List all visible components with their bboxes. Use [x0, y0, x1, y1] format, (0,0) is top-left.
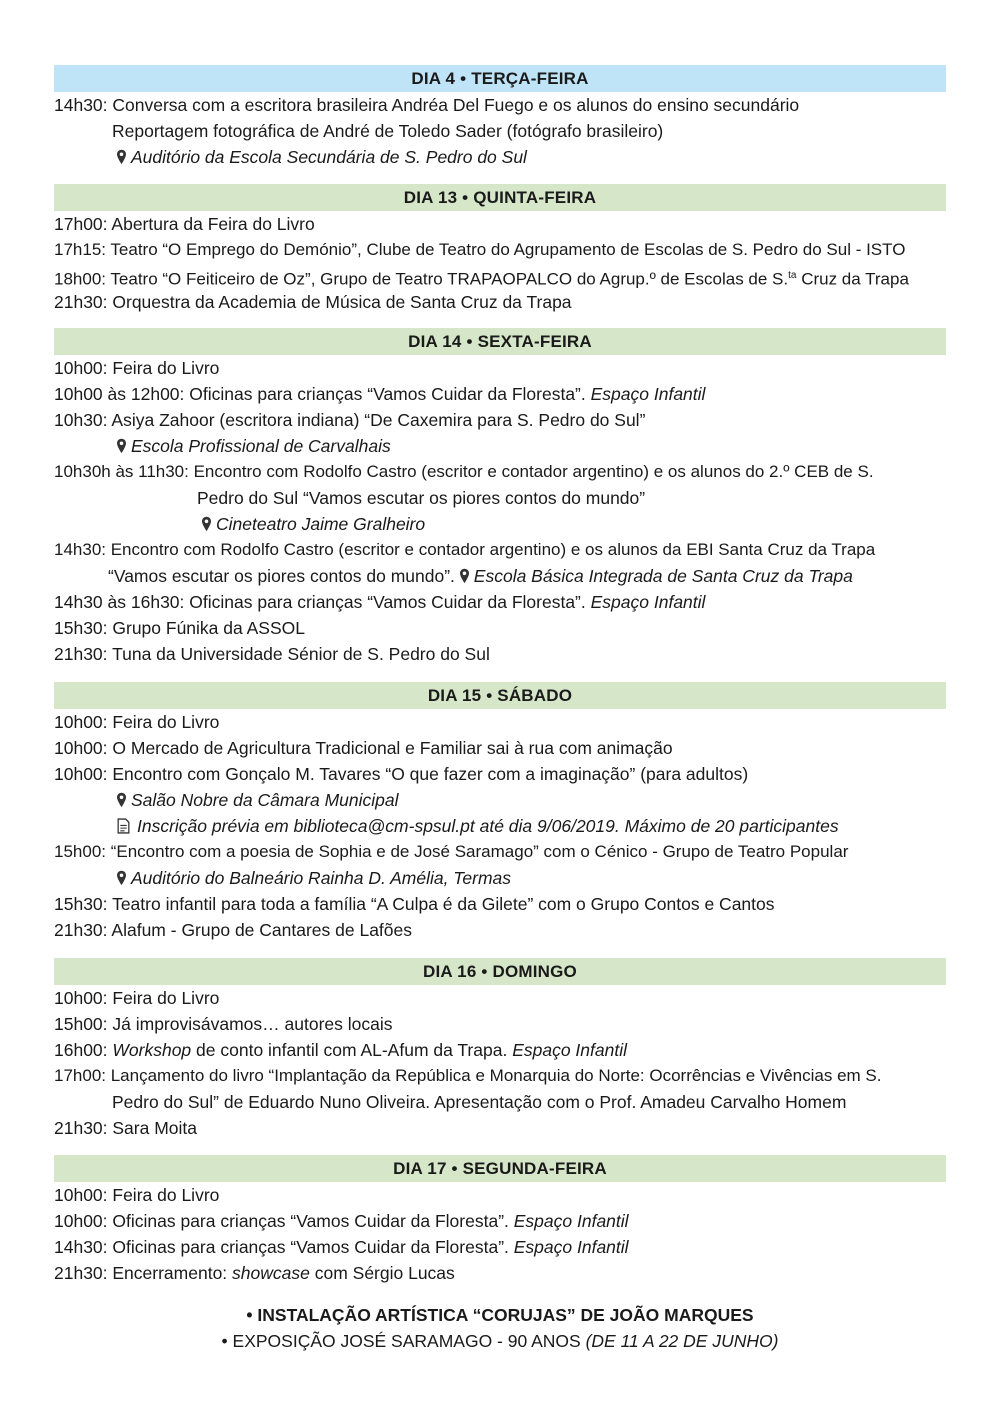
exhibition-note	[0, 1328, 1000, 1354]
location-text: Escola Profissional de Carvalhais	[131, 436, 391, 456]
event-text: 10h00 às 12h00: Oficinas para crianças “Vamos Cuidar da Floresta”.	[54, 384, 591, 404]
event-line	[54, 1037, 946, 1063]
event-line: 15h30: Teatro infantil para toda a família “A Culpa é da Gilete” com o Grupo Contos e Cantos	[54, 894, 775, 914]
event-text: Cruz da Trapa	[796, 269, 909, 289]
event-line: 10h00: Feira do Livro	[54, 712, 220, 732]
venue-text: Espaço Infantil	[590, 592, 706, 612]
day-16-header: DIA 16 • DOMINGO	[54, 958, 946, 985]
event-text: 16h00:	[54, 1040, 113, 1060]
location-pin-icon	[117, 149, 126, 165]
day-14-section	[54, 328, 946, 667]
superscript: ta	[788, 270, 797, 281]
day-16-section	[54, 958, 946, 1141]
event-line	[54, 381, 946, 407]
event-text: “Vamos escutar os piores contos do mundo”.	[108, 566, 460, 586]
event-line: 17h00: Abertura da Feira do Livro	[54, 214, 315, 234]
location-text: Salão Nobre da Câmara Municipal	[131, 790, 399, 810]
event-line	[54, 1234, 946, 1260]
venue-text: Espaço Infantil	[513, 1211, 629, 1231]
location-pin-icon	[117, 438, 126, 454]
location-line	[54, 433, 946, 459]
event-line: 10h00: Feira do Livro	[54, 988, 220, 1008]
location-pin-icon	[117, 870, 126, 886]
event-line: 14h30: Conversa com a escritora brasileira Andréa Del Fuego e os alunos do ensino secundário	[54, 95, 800, 115]
event-line	[54, 563, 946, 589]
event-line	[54, 589, 946, 615]
event-line: 10h30h às 11h30: Encontro com Rodolfo Castro (escritor e contador argentino) e os alunos do 2.º CEB de S.	[54, 462, 874, 481]
event-text: 14h30 às 16h30: Oficinas para crianças “Vamos Cuidar da Floresta”.	[54, 592, 591, 612]
registration-text: Inscrição prévia em biblioteca@cm-spsul.pt até dia 9/06/2019. Máximo de 20 participantes	[137, 816, 839, 836]
location-text: Cineteatro Jaime Gralheiro	[216, 514, 426, 534]
event-line: 21h30: Tuna da Universidade Sénior de S. Pedro do Sul	[54, 644, 490, 664]
event-text: de conto infantil com AL-Afum da Trapa.	[191, 1040, 513, 1060]
location-text: Escola Básica Integrada de Santa Cruz da Trapa	[473, 566, 853, 586]
event-line: 21h30: Sara Moita	[54, 1118, 198, 1138]
day-13-section	[54, 184, 946, 315]
event-line: 15h00: “Encontro com a poesia de Sophia e de José Saramago” com o Cénico - Grupo de Teatro Popular	[54, 842, 849, 861]
installation-note: • INSTALAÇÃO ARTÍSTICA “CORUJAS” DE JOÃO MARQUES	[246, 1305, 754, 1325]
event-line: 17h15: Teatro “O Emprego do Demónio”, Clube de Teatro do Agrupamento de Escolas de S. Pedro do Sul - ISTO	[54, 240, 906, 259]
event-line	[54, 1260, 946, 1286]
showcase-text: showcase	[232, 1263, 310, 1283]
day-13-header: DIA 13 • QUINTA-FEIRA	[54, 184, 946, 211]
event-line: 21h30: Alafum - Grupo de Cantares de Lafões	[54, 920, 413, 940]
event-line	[54, 1208, 946, 1234]
event-text: 14h30: Oficinas para crianças “Vamos Cuidar da Floresta”.	[54, 1237, 514, 1257]
event-line: 10h00: Feira do Livro	[54, 1185, 220, 1205]
exhibition-dates: (DE 11 A 22 DE JUNHO)	[585, 1331, 779, 1351]
event-line: 15h30: Grupo Fúnika da ASSOL	[54, 618, 305, 638]
exhibition-text: • EXPOSIÇÃO JOSÉ SARAMAGO - 90 ANOS	[221, 1331, 586, 1351]
day-17-section	[54, 1155, 946, 1286]
location-text: Auditório do Balneário Rainha D. Amélia, Termas	[131, 868, 512, 888]
event-line: 10h30: Asiya Zahoor (escritora indiana) “De Caxemira para S. Pedro do Sul”	[54, 410, 646, 430]
event-line: 10h00: O Mercado de Agricultura Tradicional e Familiar sai à rua com animação	[54, 738, 673, 758]
location-pin-icon	[202, 516, 211, 532]
registration-line	[54, 813, 946, 839]
location-line	[54, 865, 946, 891]
day-4-section	[54, 65, 946, 170]
venue-text: Espaço Infantil	[513, 1237, 629, 1257]
footer-notes	[0, 1302, 1000, 1354]
day-14-header: DIA 14 • SEXTA-FEIRA	[54, 328, 946, 355]
location-line	[54, 787, 946, 813]
location-line	[54, 144, 946, 170]
event-line: 10h00: Feira do Livro	[54, 358, 220, 378]
event-line: 17h00: Lançamento do livro “Implantação da República e Monarquia do Norte: Ocorrências e Vivências em S.	[54, 1066, 882, 1085]
event-line: 15h00: Já improvisávamos… autores locais	[54, 1014, 393, 1034]
event-text: 18h00: Teatro “O Feiticeiro de Oz”, Grupo de Teatro TRAPAOPALCO do Agrup.º de Escolas de S.	[54, 269, 789, 289]
event-line: 21h30: Orquestra da Academia de Música de Santa Cruz da Trapa	[54, 292, 572, 312]
document-icon	[117, 818, 130, 834]
event-line	[54, 263, 946, 289]
event-line: 14h30: Encontro com Rodolfo Castro (escritor e contador argentino) e os alunos da EBI Santa Cruz da Trapa	[54, 540, 876, 559]
location-text: Auditório da Escola Secundária de S. Pedro do Sul	[131, 147, 527, 167]
venue-text: Espaço Infantil	[512, 1040, 627, 1060]
event-line: Reportagem fotográfica de André de Toledo Sader (fotógrafo brasileiro)	[112, 121, 664, 141]
event-line: Pedro do Sul “Vamos escutar os piores contos do mundo”	[197, 488, 646, 508]
day-15-header: DIA 15 • SÁBADO	[54, 682, 946, 709]
event-text: com Sérgio Lucas	[309, 1263, 455, 1283]
location-line	[54, 511, 946, 537]
day-17-header: DIA 17 • SEGUNDA-FEIRA	[54, 1155, 946, 1182]
location-pin-icon	[460, 568, 469, 584]
venue-text: Espaço Infantil	[590, 384, 706, 404]
day-4-header: DIA 4 • TERÇA-FEIRA	[54, 65, 946, 92]
location-pin-icon	[117, 792, 126, 808]
event-text: 10h00: Oficinas para crianças “Vamos Cuidar da Floresta”.	[54, 1211, 514, 1231]
workshop-text: Workshop	[112, 1040, 192, 1060]
event-text: 21h30: Encerramento:	[54, 1263, 233, 1283]
day-15-section	[54, 682, 946, 943]
event-line: Pedro do Sul” de Eduardo Nuno Oliveira. Apresentação com o Prof. Amadeu Carvalho Homem	[112, 1092, 847, 1112]
event-line: 10h00: Encontro com Gonçalo M. Tavares “O que fazer com a imaginação” (para adultos)	[54, 764, 749, 784]
